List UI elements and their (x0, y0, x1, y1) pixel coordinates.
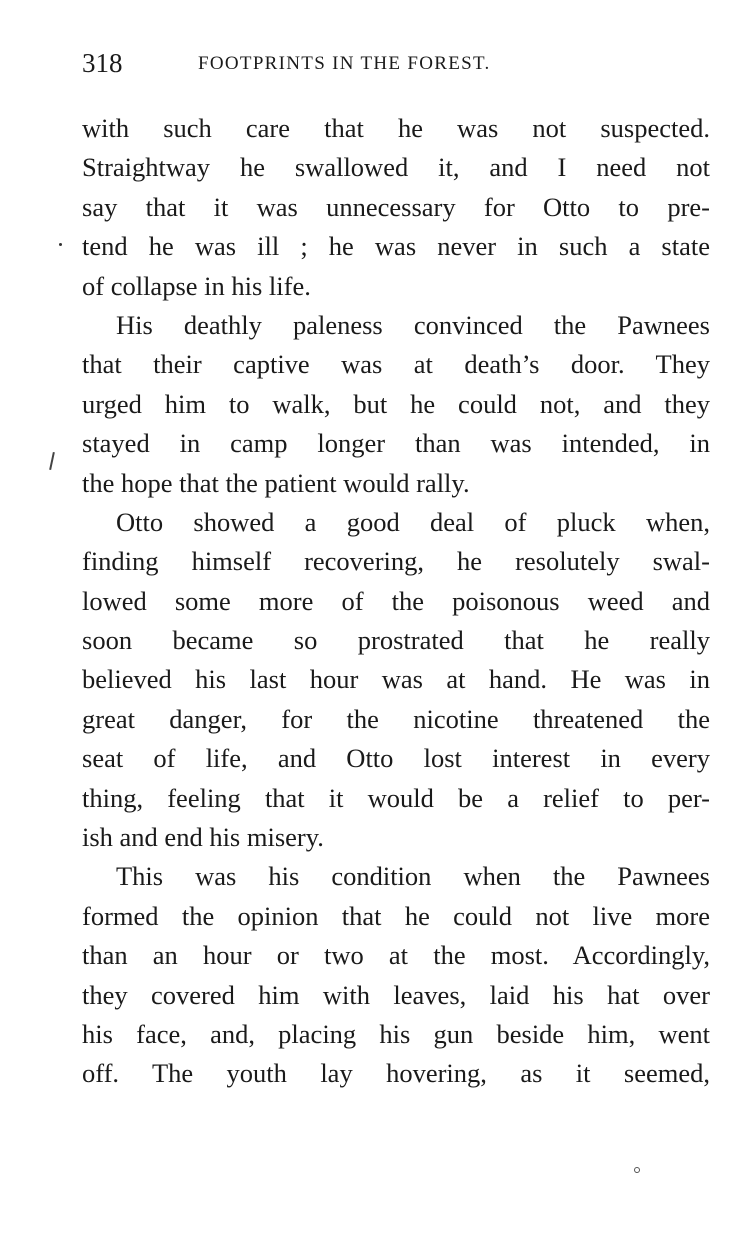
margin-tick-mark (49, 452, 55, 470)
page-header (82, 46, 642, 80)
text-line: seat of life, and Otto lost interest in every (82, 743, 710, 774)
text-line: finding himself recovering, he resolutely swal- (82, 546, 710, 577)
text-line: they covered him with leaves, laid his hat over (82, 979, 710, 1010)
margin-dot-mark (59, 243, 62, 246)
text-line: than an hour or two at the most. Accordingly, (82, 940, 710, 971)
text-line: the hope that the patient would rally. (82, 467, 470, 498)
text-line: thing, feeling that it would be a relief to per- (82, 782, 710, 813)
text-line: Straightway he swallowed it, and I need not (82, 152, 710, 183)
text-line: say that it was unnecessary for Otto to pre- (82, 191, 710, 222)
running-title: FOOTPRINTS IN THE FOREST. (198, 53, 491, 74)
text-line: great danger, for the nicotine threatened the (82, 703, 710, 734)
text-line: ish and end his misery. (82, 822, 324, 853)
text-line: off. The youth lay hovering, as it seemed, (82, 1058, 710, 1089)
page-number: 318 (82, 48, 123, 78)
text-line: believed his last hour was at hand. He was in (82, 664, 710, 695)
text-line: formed the opinion that he could not live more (82, 900, 710, 931)
text-line: His deathly paleness convinced the Pawnees (116, 309, 710, 340)
margin-circle-mark (634, 1167, 640, 1173)
text-line: This was his condition when the Pawnees (116, 861, 710, 892)
text-line: stayed in camp longer than was intended, in (82, 428, 710, 459)
text-line: urged him to walk, but he could not, and they (82, 388, 710, 419)
text-line: of collapse in his life. (82, 270, 311, 301)
text-line: tend he was ill ; he was never in such a state (82, 231, 710, 262)
text-line: soon became so prostrated that he really (82, 625, 710, 656)
text-line: with such care that he was not suspected. (82, 113, 710, 143)
body-text (82, 109, 710, 1094)
text-line: Otto showed a good deal of pluck when, (116, 506, 710, 537)
text-line: lowed some more of the poisonous weed and (82, 585, 710, 616)
text-line: his face, and, placing his gun beside him, went (82, 1018, 710, 1049)
text-line: that their captive was at death’s door. They (82, 349, 710, 380)
